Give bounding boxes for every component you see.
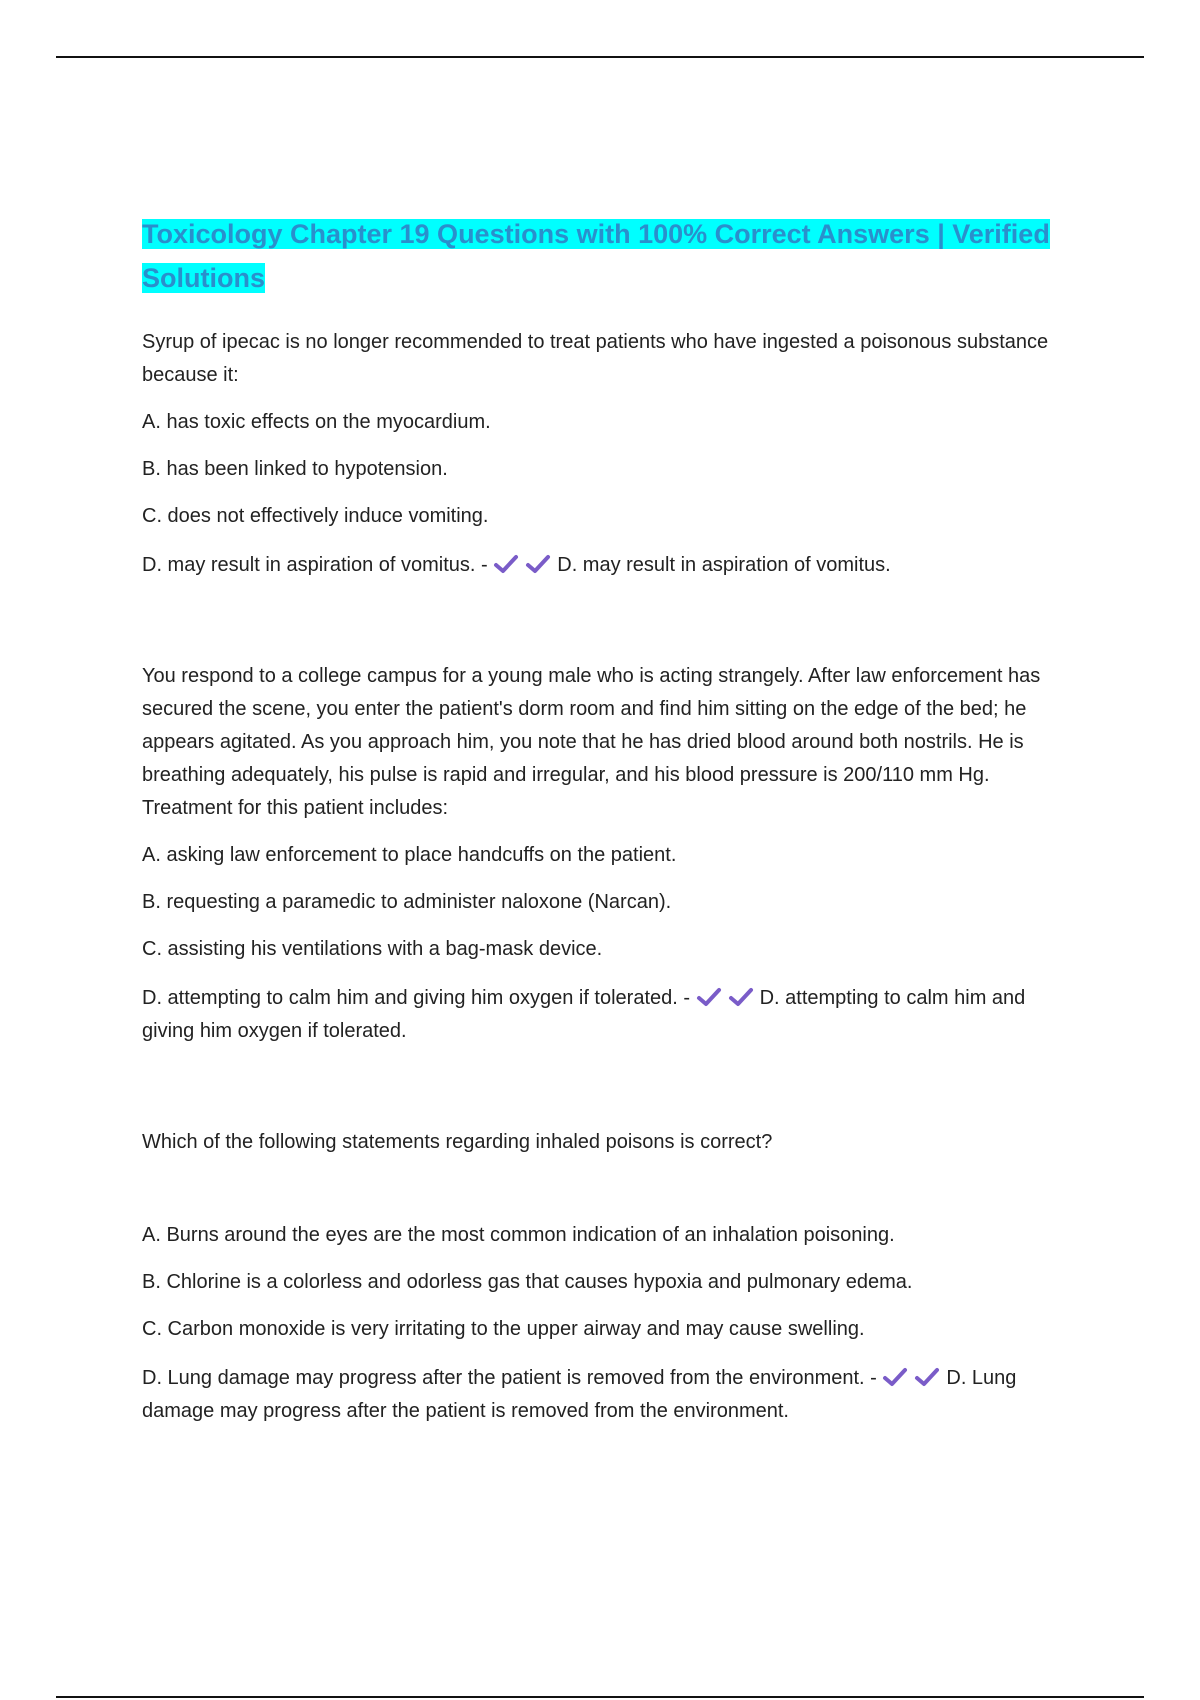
option-b: B. Chlorine is a colorless and odorless gas that causes hypoxia and pulmonary edema. [142, 1271, 913, 1293]
option-d-with-answer [142, 982, 1067, 1048]
correct-answer: D. attempting to calm him and giving him oxygen if tolerated. [142, 987, 1026, 1042]
checkmark-icon [696, 987, 722, 1007]
option-a: A. has toxic effects on the myocardium. [142, 411, 491, 433]
checkmark-icon [914, 1367, 940, 1387]
option-b: B. requesting a paramedic to administer naloxone (Narcan). [142, 891, 672, 913]
question-prompt: Syrup of ipecac is no longer recommended to treat patients who have ingested a poisonous substance because it: [142, 331, 1049, 386]
question-block-3 [142, 1126, 1067, 1428]
footer-rule [56, 1696, 1144, 1698]
spacer [142, 1159, 1067, 1205]
document-body [142, 212, 1067, 1428]
document-title [142, 212, 1067, 300]
checkmark-icon [525, 554, 551, 574]
option-b: B. has been linked to hypotension. [142, 458, 448, 480]
question-block-2 [142, 660, 1067, 1048]
option-c: C. does not effectively induce vomiting. [142, 505, 489, 527]
correct-answer: D. may result in aspiration of vomitus. [557, 554, 891, 576]
option-d: D. attempting to calm him and giving him oxygen if tolerated. - [142, 987, 691, 1009]
option-d: D. may result in aspiration of vomitus. - [142, 554, 488, 576]
option-c: C. assisting his ventilations with a bag-mask device. [142, 938, 603, 960]
checkmark-icon [728, 987, 754, 1007]
correct-answer: D. Lung damage may progress after the patient is removed from the environment. [142, 1367, 1017, 1422]
option-c: C. Carbon monoxide is very irritating to the upper airway and may cause swelling. [142, 1318, 865, 1340]
option-d-with-answer [142, 1362, 1067, 1428]
document-title-text: Toxicology Chapter 19 Questions with 100% Correct Answers | Verified Solutions [142, 219, 1050, 293]
option-d-with-answer [142, 549, 1067, 582]
checkmark-icon [493, 554, 519, 574]
question-prompt: Which of the following statements regarding inhaled poisons is correct? [142, 1131, 773, 1153]
option-d: D. Lung damage may progress after the patient is removed from the environment. - [142, 1367, 877, 1389]
option-a: A. Burns around the eyes are the most common indication of an inhalation poisoning. [142, 1224, 895, 1246]
question-prompt: You respond to a college campus for a young male who is acting strangely. After law enforcement has secured the scene, you enter the patient's dorm room and find him sitting on the edge of the bed; he appears agitated. As you approach him, you note that he has dried blood around both nostrils. He is breathing adequately, his pulse is rapid and irregular, and his blood pressure is 200/110 mm Hg. Treatment for this patient includes: [142, 665, 1041, 819]
question-block-1 [142, 326, 1067, 582]
option-a: A. asking law enforcement to place handcuffs on the patient. [142, 844, 677, 866]
checkmark-icon [882, 1367, 908, 1387]
header-rule [56, 56, 1144, 58]
